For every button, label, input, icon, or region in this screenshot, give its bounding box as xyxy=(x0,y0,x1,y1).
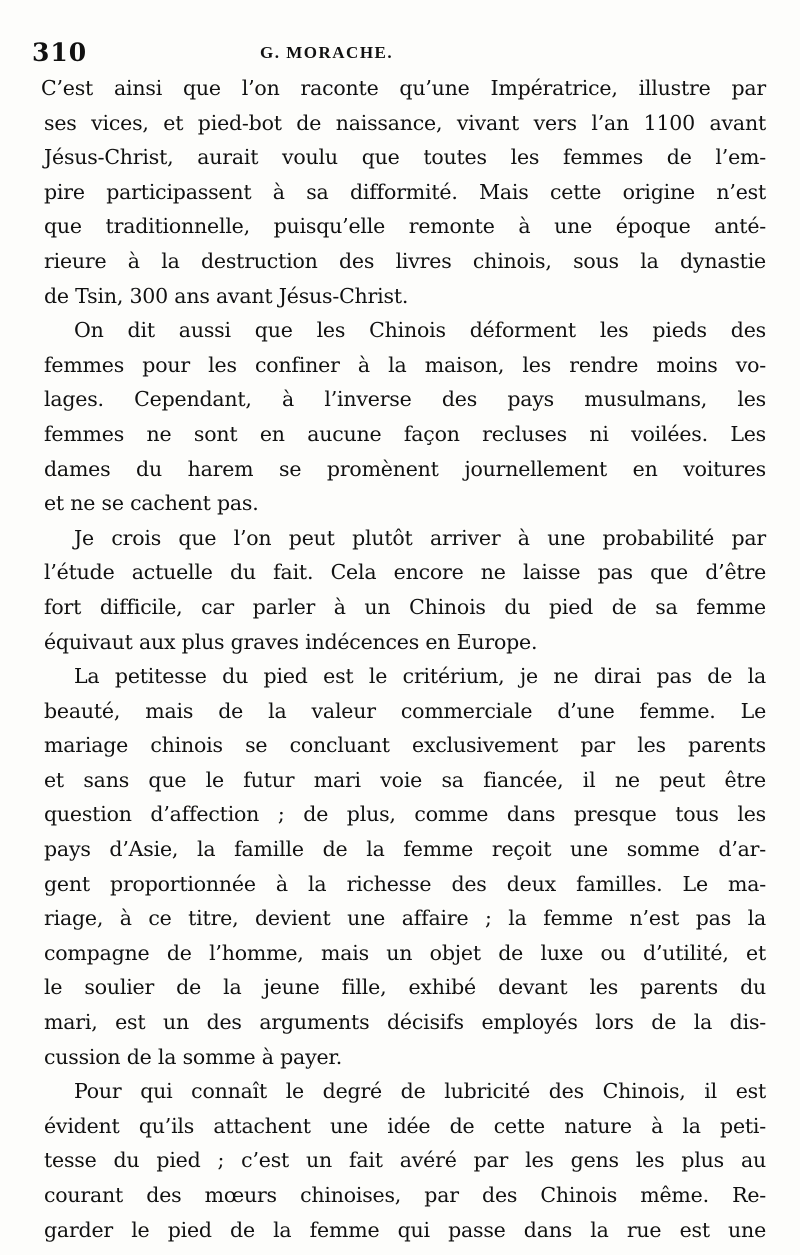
text-line: mariage chinois se concluant exclusivement par les parents xyxy=(44,733,766,758)
text-line: équivaut aux plus graves indécences en Europe. xyxy=(44,629,538,654)
text-line: compagne de l’homme, mais un objet de luxe ou d’utilité, et xyxy=(44,940,766,965)
text-line: beauté, mais de la valeur commerciale d’une femme. Le xyxy=(44,698,766,723)
text-line: courant des mœurs chinoises, par des Chinois même. Re- xyxy=(44,1183,766,1207)
text-line: le soulier de la jeune fille, exhibé devant les parents du xyxy=(44,975,766,1000)
text-line: mari, est un des arguments décisifs employés lors de la dis- xyxy=(44,1010,766,1035)
text-line: question d’affection ; de plus, comme dans presque tous les xyxy=(44,802,766,827)
text-line: Jésus-Christ, aurait voulu que toutes les femmes de l’em- xyxy=(44,145,766,170)
text-line: femmes pour les confiner à la maison, les rendre moins vo- xyxy=(44,352,766,377)
running-title: G. MORACHE. xyxy=(260,43,394,62)
running-header xyxy=(32,38,762,68)
text-line: garder le pied de la femme qui passe dans la rue est une xyxy=(44,1217,766,1242)
page-number: 310 xyxy=(32,38,88,67)
text-line: On dit aussi que les Chinois déforment les pieds des xyxy=(74,318,766,343)
text-line: évident qu’ils attachent une idée de cette nature à la peti- xyxy=(44,1113,766,1138)
text-line: Je crois que l’on peut plutôt arriver à une probabilité par xyxy=(74,525,766,550)
text-line: et sans que le futur mari voie sa fiancée, il ne peut être xyxy=(44,767,766,792)
text-line: ses vices, et pied-bot de naissance, vivant vers l’an 1100 avant xyxy=(44,110,766,135)
text-line: dames du harem se promènent journellement en voitures xyxy=(44,456,766,481)
text-line: cussion de la somme à payer. xyxy=(44,1044,343,1069)
text-line: Pour qui connaît le degré de lubricité des Chinois, il est xyxy=(74,1079,766,1104)
text-line: rieure à la destruction des livres chinois, sous la dynastie xyxy=(44,248,766,273)
text-line: La petitesse du pied est le critérium, je ne dirai pas de la xyxy=(74,664,766,689)
text-line: l’étude actuelle du fait. Cela encore ne laisse pas que d’être xyxy=(44,560,766,585)
text-line: tesse du pied ; c’est un fait avéré par les gens les plus au xyxy=(44,1148,766,1173)
text-line: C’est ainsi que l’on raconte qu’une Impératrice, illustre par xyxy=(41,76,766,100)
text-line: pays d’Asie, la famille de la femme reçoit une somme d’ar- xyxy=(44,837,766,862)
text-line: et ne se cachent pas. xyxy=(44,491,259,516)
body-text xyxy=(41,71,766,1247)
text-line: lages. Cependant, à l’inverse des pays musulmans, les xyxy=(44,387,766,412)
text-line: riage, à ce titre, devient une affaire ; la femme n’est pas la xyxy=(44,906,766,931)
text-line: fort difficile, car parler à un Chinois du pied de sa femme xyxy=(44,594,766,619)
text-line: que traditionnelle, puisqu’elle remonte à une époque anté- xyxy=(44,214,766,239)
text-line: gent proportionnée à la richesse des deux familles. Le ma- xyxy=(44,871,766,896)
text-line: de Tsin, 300 ans avant Jésus-Christ. xyxy=(44,283,409,308)
text-line: pire participassent à sa difformité. Mais cette origine n’est xyxy=(44,179,766,204)
text-line: femmes ne sont en aucune façon recluses ni voilées. Les xyxy=(44,421,766,446)
